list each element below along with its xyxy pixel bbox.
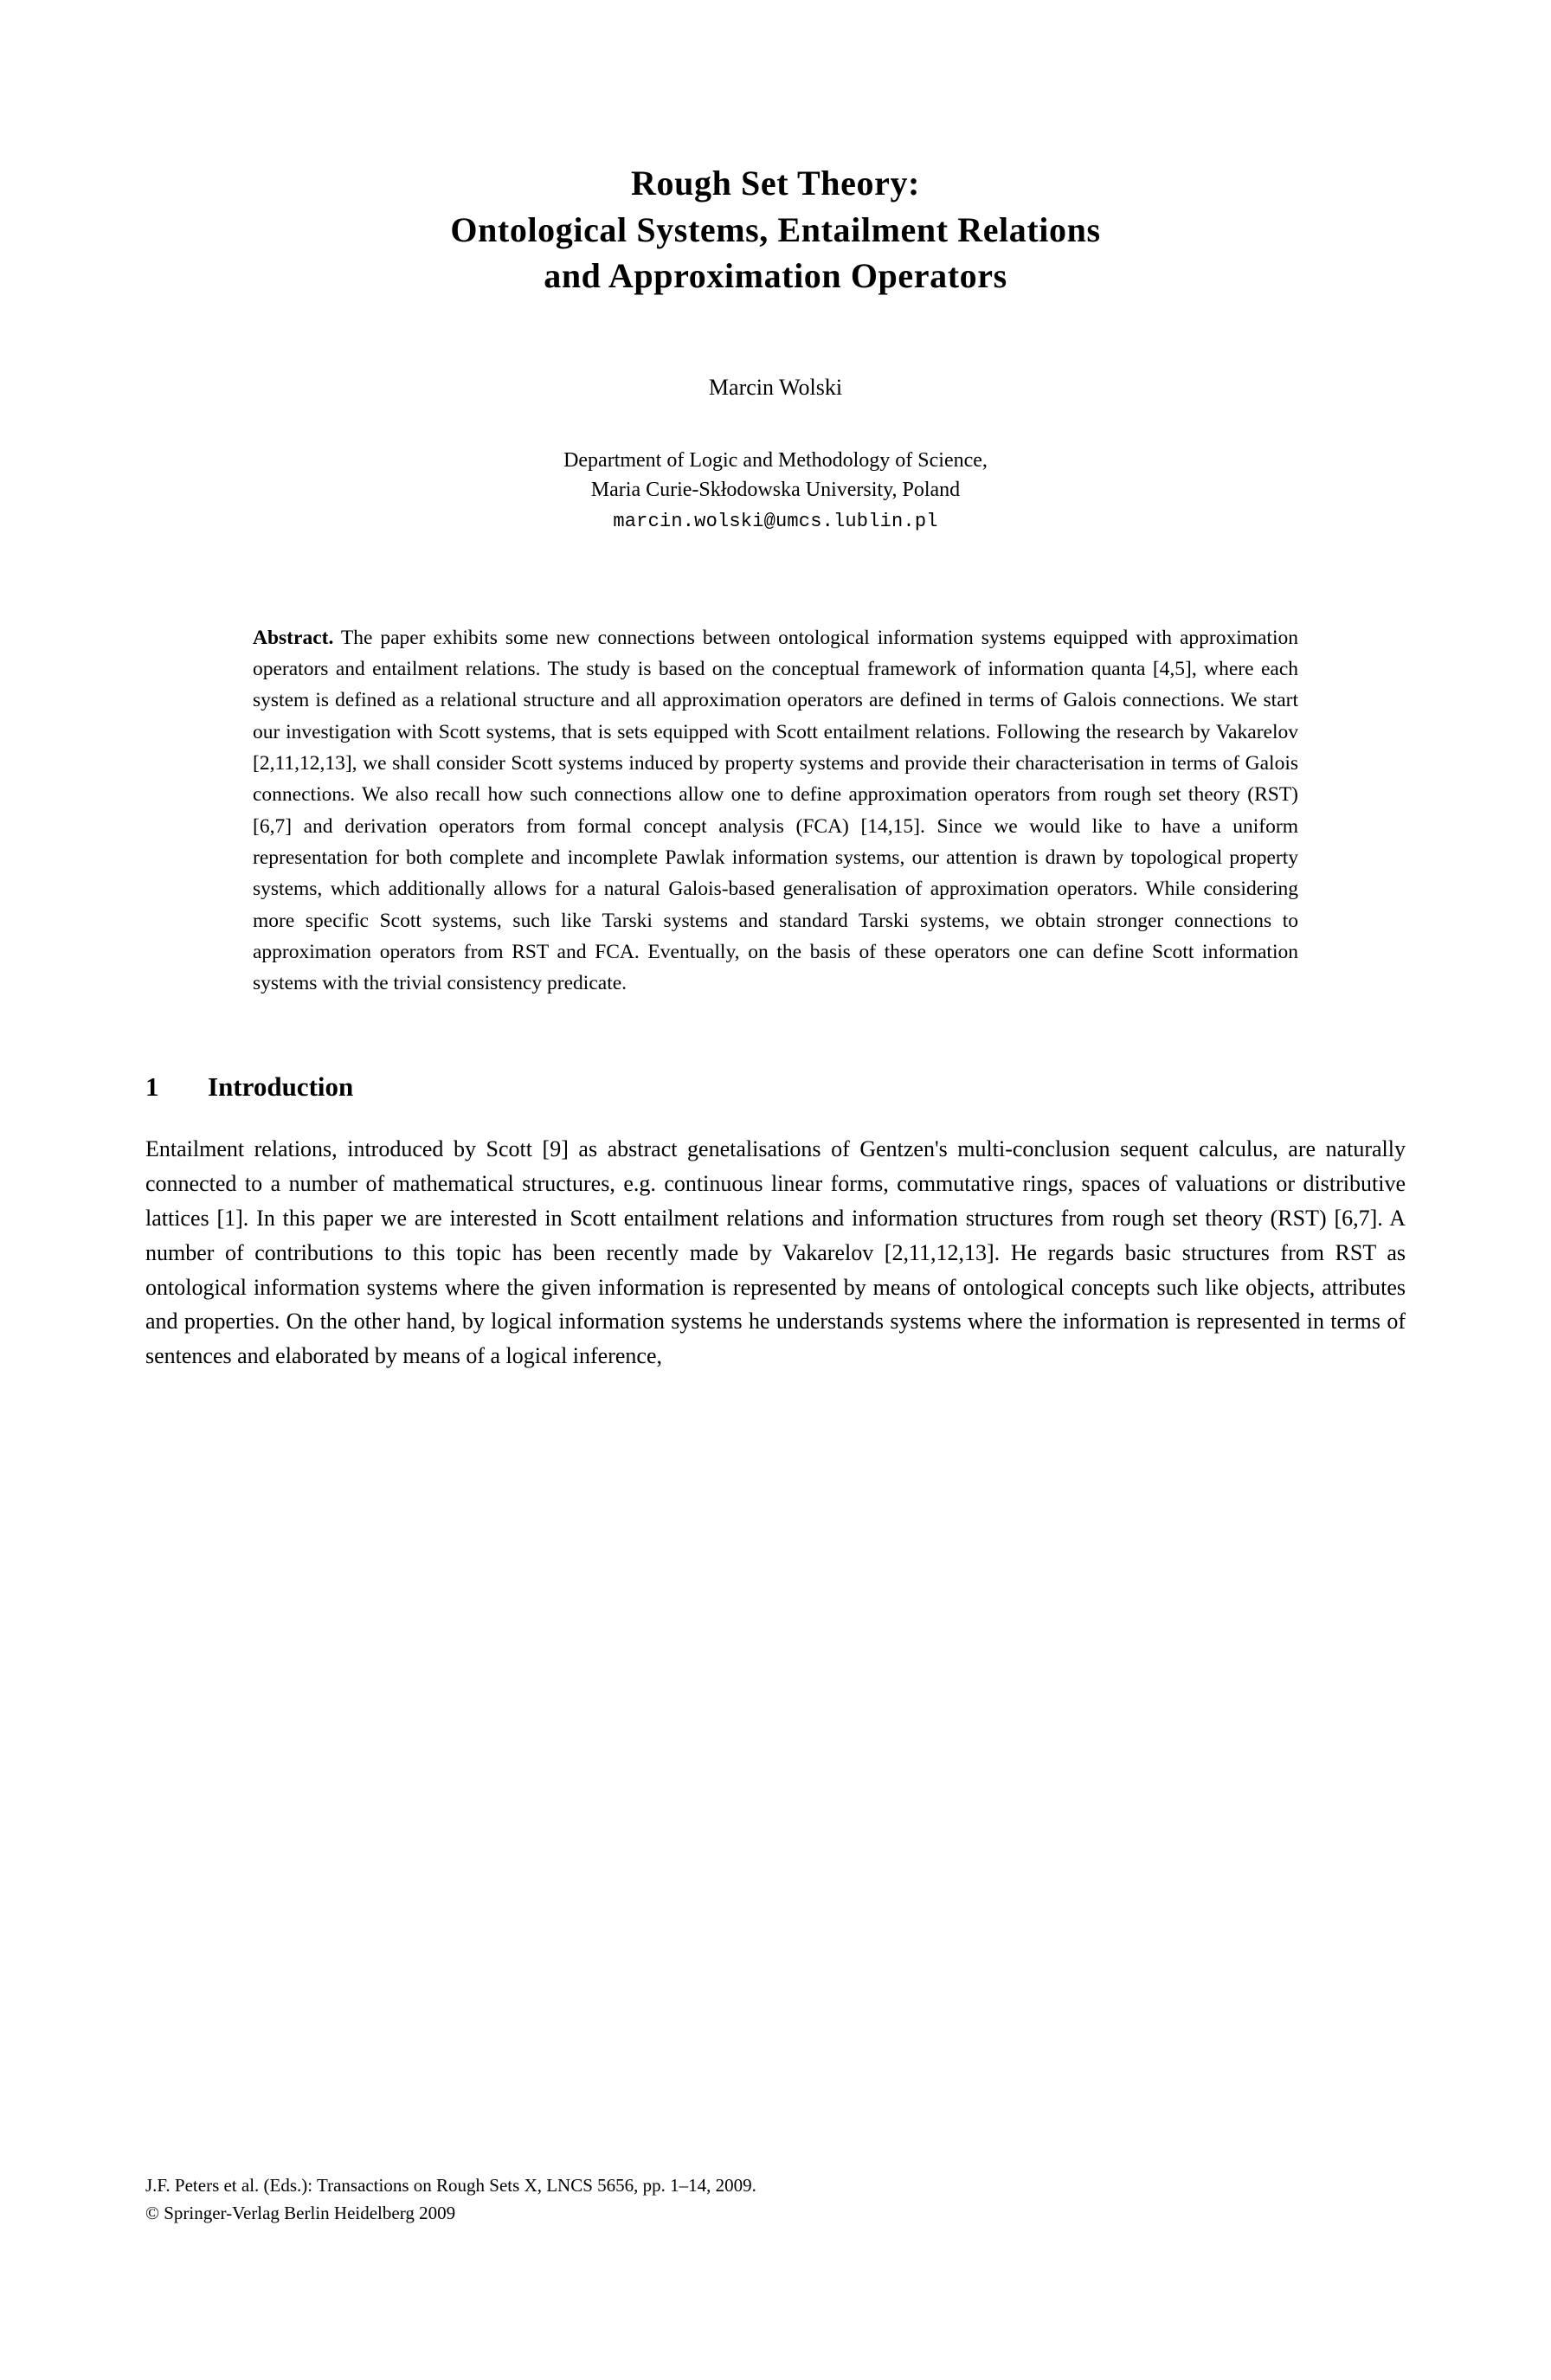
footer-citation: J.F. Peters et al. (Eds.): Transactions on Rough Sets X, LNCS 5656, pp. 1–14, 2009. bbox=[145, 2175, 756, 2196]
title-line-3: and Approximation Operators bbox=[544, 256, 1007, 296]
title-line-1: Rough Set Theory: bbox=[631, 164, 920, 203]
author-name: Marcin Wolski bbox=[708, 374, 843, 400]
affiliation bbox=[145, 446, 1406, 505]
affiliation-line-1: Department of Logic and Methodology of Science, bbox=[563, 448, 988, 472]
affiliation-line-2: Maria Curie-Skłodowska University, Poland bbox=[590, 479, 961, 502]
copyright-icon: © bbox=[145, 2202, 159, 2223]
author-email[interactable]: marcin.wolski@umcs.lublin.pl bbox=[613, 510, 938, 532]
abstract-label: Abstract. bbox=[253, 626, 334, 649]
title-line-2: Ontological Systems, Entailment Relations bbox=[450, 209, 1101, 249]
abstract-text: The paper exhibits some new connections between ontological information systems equipped with approximation operators and entailment relations. The study is based on the conceptual framework of information quanta [4,5], where each system is defined as a relational structure and all approximation operators are defined in terms of Galois connections. We start our investigation with Scott systems, that is sets equipped with Scott entailment relations. Following the research by Vakarelov [2,11,12,13], we shall consider Scott systems induced by property systems and provide their characterisation in terms of Galois connections. We also recall how such connections allow one to define approximation operators from rough set theory (RST) [6,7] and derivation operators from formal concept analysis (FCA) [14,15]. Since we would like to have a uniform representation for both complete and incomplete Pawlak information systems, our attention is drawn by topological property systems, which additionally allows for a natural Galois-based generalisation of approximation operators. While considering more specific Scott systems, such like Tarski systems and standard Tarski systems, we obtain stronger connections to approximation operators from RST and FCA. Eventually, on the basis of these operators one can define Scott information systems with the trivial consistency predicate. bbox=[253, 626, 1298, 995]
section-number: 1 bbox=[145, 1071, 159, 1103]
footer-copyright bbox=[145, 2200, 1406, 2228]
section-heading bbox=[145, 1071, 1406, 1103]
page-title bbox=[145, 160, 1406, 299]
paper-content bbox=[145, 0, 1406, 1373]
abstract-block bbox=[253, 622, 1298, 1000]
section-title: Introduction bbox=[208, 1071, 354, 1103]
footer-publisher: Springer-Verlag Berlin Heidelberg 2009 bbox=[158, 2202, 456, 2223]
section-paragraph: Entailment relations, introduced by Scott [9] as abstract genetalisations of Gentzen's multi-conclusion sequent calculus, are naturally connected to a number of mathematical structures, e.g. continuous linear forms, commutative rings, spaces of valuations or distributive lattices [1]. In this paper we are interested in Scott entailment relations and information structures from rough set theory (RST) [6,7]. A number of contributions to this topic has been recently made by Vakarelov [2,11,12,13]. He regards basic structures from RST as ontological information systems where the given information is represented by means of ontological concepts such like objects, attributes and properties. On the other hand, by logical information systems he understands systems where the information is represented in terms of sentences and elaborated by means of a logical inference, bbox=[145, 1136, 1406, 1369]
page-footer bbox=[145, 2172, 1406, 2227]
